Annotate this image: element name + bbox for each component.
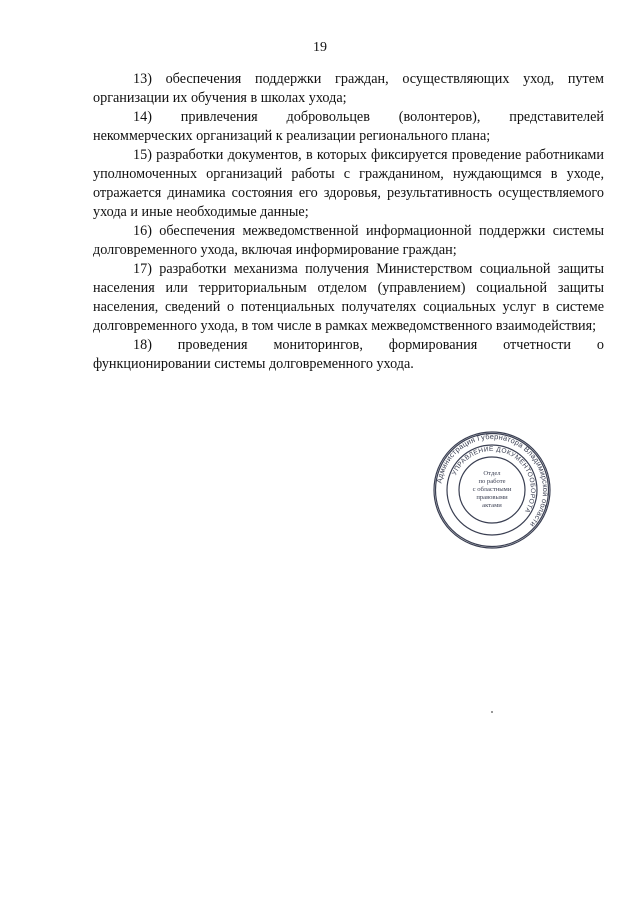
scan-speck [491,711,493,713]
stamp-center-line-2: по работе [478,478,506,485]
paragraph-13: 13) обеспечения поддержки граждан, осуществляющих уход, путем организации их обучения в школах ухода; [93,71,604,106]
paragraph-18: 18) проведения мониторингов, формирования отчетности о функционировании системы долговременного ухода. [93,337,604,372]
paragraph-16: 16) обеспечения межведомственной информационной поддержки системы долговременного ухода, включая информирование граждан; [93,223,604,258]
document-body [93,70,604,374]
stamp-center-line-3: с областными [472,486,512,493]
stamp-center-line-5: актами [482,502,502,509]
paragraph-15: 15) разработки документов, в которых фиксируется проведение работниками уполномоченных организаций работы с гражданином, нуждающимся в уходе, отражается динамика состояния его здоровья, результативность осуществляемого ухода и иные необходимые данные; [93,147,604,220]
stamp-center-line-4: правовыми [476,494,508,501]
stamp-inner-text: УПРАВЛЕНИЕ ДОКУМЕНТООБОРОТА [451,445,537,514]
official-seal-stamp [432,430,552,550]
page-number: 19 [313,40,327,55]
paragraph-14: 14) привлечения добровольцев (волонтеров), представителей некоммерческих организаций к реализации регионального плана; [93,109,604,144]
stamp-center-line-1: Отдел [483,470,501,477]
stamp-outer-text: Администрация Губернатора Владимирской области [434,431,551,530]
paragraph-17: 17) разработки механизма получения Министерством социальной защиты населения или территориальным отделом (управлением) социальной защиты населения, сведений о потенциальных получателях социальных услуг в системе долговременного ухода, в том числе в рамках межведомственного взаимодействия; [93,261,604,334]
